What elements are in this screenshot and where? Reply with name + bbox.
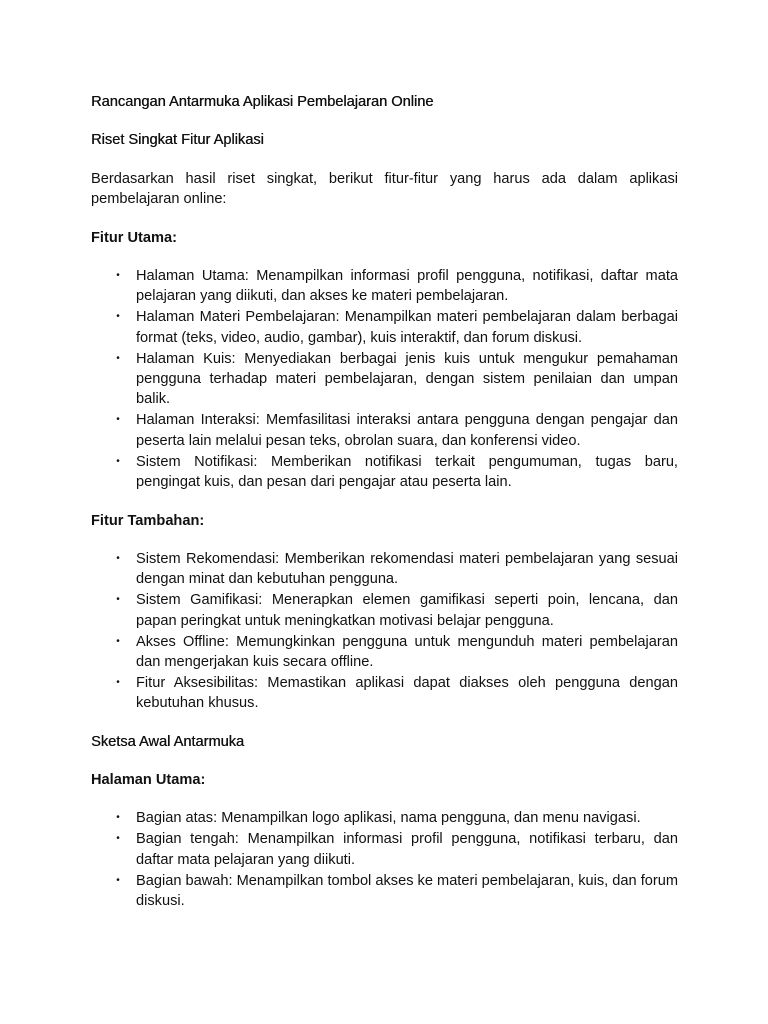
fitur-utama-list — [91, 266, 678, 492]
subheading-fitur-tambahan: Fitur Tambahan: — [91, 512, 205, 529]
list-item-text: Halaman Materi Pembelajaran: Menampilkan materi pembelajaran dalam berbagai format (teks, video, audio, gambar), kuis interaktif, dan forum diskusi. — [136, 309, 678, 346]
subheading-fitur-utama: Fitur Utama: — [91, 229, 177, 246]
list-item — [91, 266, 678, 307]
bullet-icon: • — [116, 833, 120, 845]
subheading-halaman-utama: Halaman Utama: — [91, 772, 206, 789]
bullet-icon: • — [116, 874, 120, 886]
list-item — [91, 549, 678, 590]
list-item-text: Bagian bawah: Menampilkan tombol akses ke materi pembelajaran, kuis, dan forum diskusi. — [136, 872, 678, 910]
list-item — [91, 410, 678, 451]
list-item-text: Sistem Notifikasi: Memberikan notifikasi terkait pengumuman, tugas baru, pengingat kuis, dan pesan dari pengajar atau peserta lain. — [136, 453, 678, 491]
list-item-text: Sistem Rekomendasi: Memberikan rekomendasi materi pembelajaran yang sesuai dengan minat dan kebutuhan pengguna. — [136, 550, 678, 588]
list-item-text: Akses Offline: Memungkinkan pengguna untuk mengunduh materi pembelajaran dan mengerjakan kuis secara offline. — [136, 633, 678, 670]
bullet-icon: • — [116, 414, 120, 426]
halaman-utama-list — [91, 808, 678, 911]
list-item-text: Fitur Aksesibilitas: Memastikan aplikasi dapat diakses oleh pengguna dengan kebutuhan khusus. — [136, 674, 678, 712]
bullet-icon: • — [116, 455, 120, 467]
list-item — [91, 632, 678, 673]
document-title: Rancangan Antarmuka Aplikasi Pembelajaran Online — [91, 94, 434, 110]
bullet-icon: • — [116, 676, 120, 688]
list-item-text: Sistem Gamifikasi: Menerapkan elemen gamifikasi seperti poin, lencana, dan papan peringkat untuk meningkatkan motivasi belajar pengguna. — [136, 592, 678, 629]
bullet-icon: • — [116, 270, 120, 282]
list-item — [91, 307, 678, 348]
list-item — [91, 829, 678, 870]
list-item — [91, 590, 678, 631]
list-item — [91, 349, 678, 410]
list-item-text: Bagian atas: Menampilkan logo aplikasi, nama pengguna, dan menu navigasi. — [136, 810, 641, 827]
list-item-text: Bagian tengah: Menampilkan informasi profil pengguna, notifikasi terbaru, dan daftar mata pelajaran yang diikuti. — [136, 831, 678, 868]
section-title-riset: Riset Singkat Fitur Aplikasi — [91, 132, 264, 149]
list-item — [91, 871, 678, 912]
list-item-text: Halaman Kuis: Menyediakan berbagai jenis kuis untuk mengukur pemahaman pengguna terhadap materi pembelajaran, dengan sistem penilaian dan umpan balik. — [136, 350, 678, 408]
intro-paragraph: Berdasarkan hasil riset singkat, berikut fitur-fitur yang harus ada dalam aplikasi pembelajaran online: — [91, 170, 678, 208]
list-item-text: Halaman Utama: Menampilkan informasi profil pengguna, notifikasi, daftar mata pelajaran yang diikuti, dan akses ke materi pembelajaran. — [136, 268, 678, 305]
list-item — [91, 808, 678, 828]
bullet-icon: • — [116, 311, 120, 323]
fitur-tambahan-list — [91, 549, 678, 714]
list-item — [91, 673, 678, 714]
bullet-icon: • — [116, 352, 120, 364]
bullet-icon: • — [116, 552, 120, 564]
list-item — [91, 452, 678, 493]
list-item-text: Halaman Interaksi: Memfasilitasi interaksi antara pengguna dengan pengajar dan peserta lain melalui pesan teks, obrolan suara, dan konferensi video. — [136, 412, 678, 449]
bullet-icon: • — [116, 812, 120, 824]
bullet-icon: • — [116, 594, 120, 606]
document-content — [91, 92, 678, 930]
bullet-icon: • — [116, 635, 120, 647]
section-title-sketsa: Sketsa Awal Antarmuka — [91, 733, 245, 750]
